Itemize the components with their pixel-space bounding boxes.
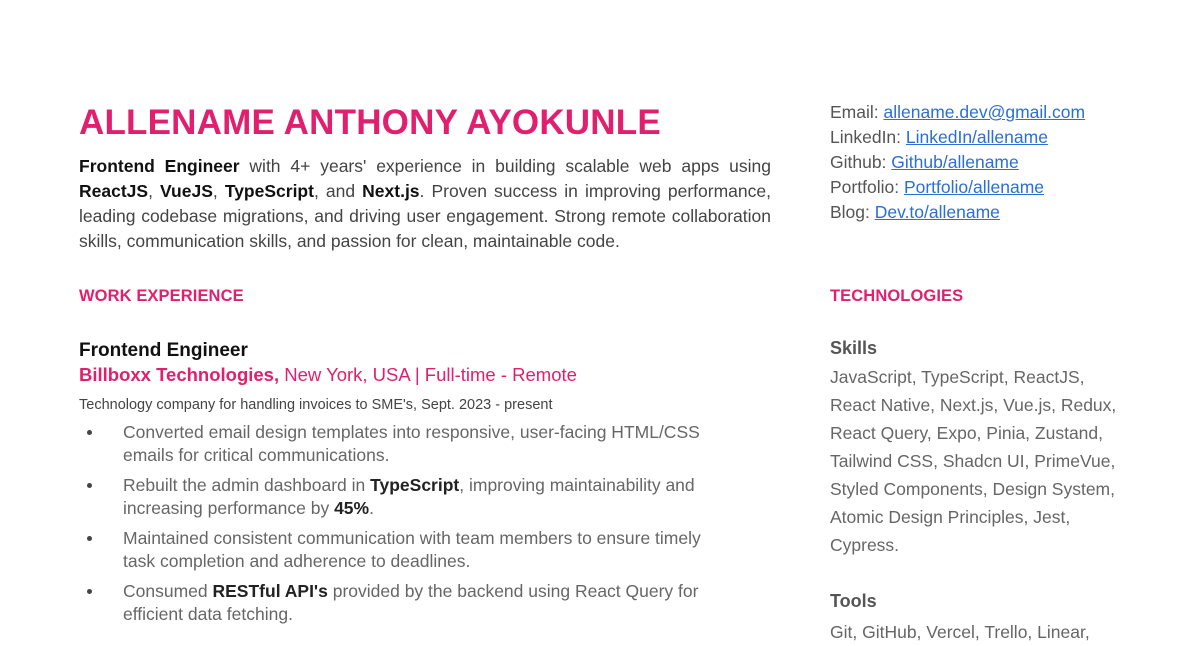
technologies-heading: TECHNOLOGIES — [830, 287, 964, 305]
bullet-icon — [87, 536, 92, 541]
contact-label: Blog: — [830, 202, 875, 222]
list-item-emphasis: 45% — [334, 498, 370, 518]
list-item-emphasis: TypeScript — [370, 475, 460, 495]
list-item — [79, 474, 733, 520]
skills-list: JavaScript, TypeScript, ReactJS, React Native, Next.js, Vue.js, Redux, React Query, Expo, Pinia, Zustand, Tailwind CSS, Shadcn UI, PrimeVue, Styled Components, Design System, Atomic Design Principles, Jest, Cypress. — [830, 367, 1117, 555]
list-item-text: Maintained consistent communication with team members to ensure timely task completion and adherence to deadlines. — [123, 528, 701, 571]
job-achievements — [79, 421, 771, 626]
contact-label: LinkedIn: — [830, 127, 906, 147]
tools-title: Tools — [830, 591, 877, 611]
blog-link[interactable]: Dev.to/allename — [874, 202, 1000, 222]
company-name: Billboxx Technologies, — [79, 364, 280, 385]
linkedin-link[interactable]: LinkedIn/allename — [905, 127, 1048, 147]
email-link[interactable]: allename.dev@gmail.com — [883, 102, 1086, 122]
contact-blog — [830, 200, 1160, 225]
company-description — [79, 395, 771, 415]
contact-label: Email: — [830, 102, 884, 122]
summary-text: . Proven success in improving performance, leading codebase migrations, and driving user engagement. Strong remote collaboration skills, communication skills, and passion for clean, maintainable code. — [79, 181, 771, 251]
summary-text: , and — [313, 181, 363, 201]
summary-text: , — [212, 181, 225, 201]
contact-github — [830, 150, 1160, 175]
summary-skill-react: ReactJS — [79, 181, 149, 201]
work-experience-heading: WORK EXPERIENCE — [79, 287, 244, 305]
contact-label: Portfolio: — [830, 177, 904, 197]
contact-label: Github: — [830, 152, 892, 172]
bullet-icon — [87, 430, 92, 435]
list-item-text: provided by the backend using React Query for efficient data fetching. — [123, 581, 699, 624]
tools-list: Git, GitHub, Vercel, Trello, Linear, — [830, 622, 1090, 642]
summary-skill-nextjs: Next.js — [362, 181, 420, 201]
list-item — [79, 580, 733, 626]
list-item-text: Consumed — [123, 581, 213, 601]
summary-skill-vue: VueJS — [160, 181, 213, 201]
github-link[interactable]: Github/allename — [891, 152, 1019, 172]
list-item-emphasis: RESTful API's — [212, 581, 328, 601]
list-item-text: , improving maintainability and increasing performance by — [123, 475, 695, 518]
summary-skill-typescript: TypeScript — [224, 181, 314, 201]
list-item — [79, 421, 733, 467]
bullet-icon — [87, 483, 92, 488]
candidate-name: ALLENAME ANTHONY AYOKUNLE — [79, 103, 661, 142]
job-dates: Sept. 2023 - present — [421, 397, 553, 413]
company-description-text: Technology company for handling invoices to SME's, — [79, 397, 422, 413]
list-item-text: Rebuilt the admin dashboard in — [123, 475, 371, 495]
portfolio-link[interactable]: Portfolio/allename — [903, 177, 1045, 197]
list-item-text: . — [369, 498, 374, 518]
job-title: Frontend Engineer — [79, 340, 248, 361]
job-company-line — [79, 363, 771, 387]
profile-summary — [79, 154, 771, 254]
summary-text: with 4+ years' experience in building scalable web apps using — [239, 156, 772, 176]
contact-email — [830, 100, 1160, 125]
contact-portfolio — [830, 175, 1160, 200]
job-location: New York, USA | Full-time - Remote — [279, 364, 577, 385]
main-column — [79, 100, 772, 624]
bullet-icon — [87, 589, 92, 594]
list-item-text: Converted email design templates into responsive, user-facing HTML/CSS emails for critical communications. — [123, 422, 700, 465]
summary-text: , — [148, 181, 161, 201]
job-entry — [79, 340, 771, 633]
sidebar-column — [830, 100, 1160, 642]
list-item — [79, 527, 733, 573]
contact-linkedin — [830, 125, 1160, 150]
summary-role: Frontend Engineer — [79, 156, 240, 176]
skills-title: Skills — [830, 338, 878, 358]
